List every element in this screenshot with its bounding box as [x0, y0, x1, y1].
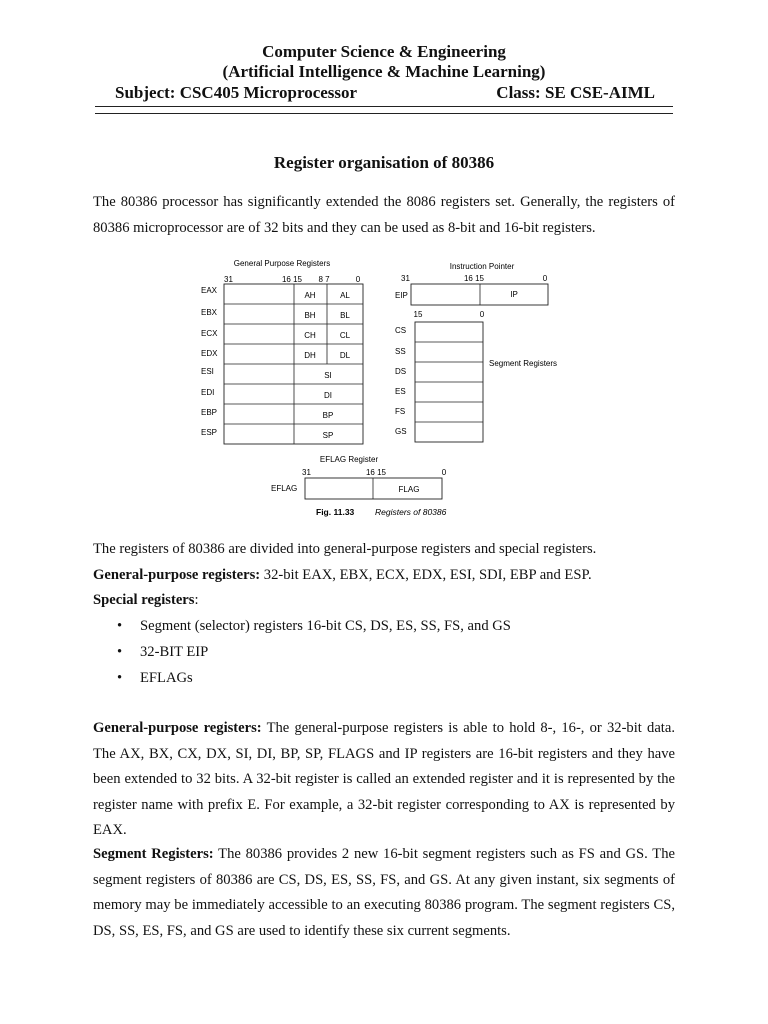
bullet-text-segments: Segment (selector) registers 16-bit CS, DS, ES, SS, FS, and GS: [140, 618, 511, 634]
reg-sp: SP: [322, 431, 334, 440]
bullet-text-eip: 32-BIT EIP: [140, 644, 209, 660]
gpr-name-edx: EDX: [201, 349, 218, 358]
special-registers-line: [93, 588, 675, 614]
eflag-name: EFLAG: [271, 484, 298, 493]
gpr-bit-8-7: 8 7: [318, 275, 330, 284]
gp-paragraph-text: The general-purpose registers is able to hold 8-, 16-, or 32-bit data. The AX, BX, CX, DX, SI, DI, BP, SP, FLAGS and IP registers are 16-bit registers and they have been extended to 32 bits. A 32-bit register is called an extended register and it is represented by the register name with prefix E. For example, a 32-bit register corresponding to AX is represented by EAX.: [93, 720, 675, 838]
eip-box: [411, 284, 548, 305]
seg-ss: SS: [395, 347, 406, 356]
eflag-box: [305, 478, 442, 499]
gpr-bit-0: 0: [355, 275, 361, 284]
special-registers-colon: :: [194, 592, 199, 608]
reg-dh: DH: [304, 351, 316, 360]
segment-registers-paragraph: [93, 842, 675, 944]
bullet-text-eflags: EFLAGs: [140, 670, 193, 686]
reg-bl: BL: [340, 311, 350, 320]
reg-ah: AH: [304, 291, 316, 300]
gpr-name-eax: EAX: [201, 286, 218, 295]
ip-bit-16-15: 16 15: [463, 274, 485, 283]
reg-bh: BH: [304, 311, 316, 320]
gpr-name-ecx: ECX: [201, 329, 218, 338]
reg-di: DI: [324, 391, 332, 400]
eflag-bit-0: 0: [441, 468, 447, 477]
ip-title: Instruction Pointer: [449, 262, 515, 271]
seg-paragraph-label: Segment Registers:: [93, 846, 214, 862]
seg-fs: FS: [395, 407, 406, 416]
seg-es: ES: [395, 387, 406, 396]
gpr-name-esi: ESI: [201, 367, 214, 376]
register-figure: [190, 252, 590, 522]
gpr-name-esp: ESP: [201, 428, 218, 437]
ip-bit-0: 0: [542, 274, 548, 283]
eflag-bit-31: 31: [302, 468, 311, 477]
gp-summary-line: [93, 563, 675, 589]
reg-al: AL: [340, 291, 350, 300]
seg-bit-15: 15: [413, 310, 423, 319]
general-purpose-paragraph: [93, 716, 675, 844]
gp-paragraph-label: General-purpose registers:: [93, 720, 262, 736]
header-subject-row: [115, 83, 655, 103]
gpr-bit-31: 31: [224, 275, 233, 284]
reg-dl: DL: [339, 351, 351, 360]
list-item: • 32-BIT EIP: [117, 644, 209, 660]
reg-cl: CL: [339, 331, 351, 340]
list-item: • EFLAGs: [117, 670, 193, 686]
figure-caption-number: Fig. 11.33: [316, 507, 355, 517]
page-title: Register organisation of 80386: [273, 153, 495, 172]
figure-caption-text: Registers of 80386: [375, 507, 447, 517]
eip-name: EIP: [395, 291, 408, 300]
intro-paragraph: The 80386 processor has significantly extended the 8086 registers set. Generally, the registers of 80386 microprocessor are of 32 bits and they can be used as 8-bit and 16-bit registers.: [93, 194, 675, 236]
seg-paragraph-text: The 80386 provides 2 new 16-bit segment registers such as FS and GS. The segment registers of 80386 are CS, DS, ES, SS, FS, and GS. At any given instant, six segments of memory may be immediately accessible to an executing 80386 program. The segment registers CS, DS, SS, ES, FS, and GS are used to identify these six current segments.: [93, 846, 675, 939]
gpr-title: General Purpose Registers: [233, 259, 331, 268]
reg-bp: BP: [322, 411, 334, 420]
gpr-bit-16-15: 16 15: [281, 275, 303, 284]
gpr-name-edi: EDI: [201, 388, 215, 397]
ip-bit-31: 31: [401, 274, 410, 283]
gpr-name-ebx: EBX: [201, 308, 218, 317]
eflag-bit-16-15: 16 15: [365, 468, 387, 477]
reg-si: SI: [324, 371, 332, 380]
reg-ch: CH: [304, 331, 316, 340]
flag-name: FLAG: [398, 485, 420, 494]
class-label: Class: SE CSE-AIML: [496, 83, 655, 102]
header-specialization: (Artificial Intelligence & Machine Learning): [222, 62, 546, 81]
header-department: Computer Science & Engineering: [262, 42, 506, 61]
special-registers-label: Special registers: [93, 592, 195, 608]
header-double-rule: [95, 106, 673, 114]
subject-label: Subject: CSC405 Microprocessor: [115, 83, 358, 102]
seg-cs: CS: [395, 326, 407, 335]
gpr-name-ebp: EBP: [201, 408, 218, 417]
seg-ds: DS: [395, 367, 407, 376]
ip-name: IP: [510, 290, 518, 299]
registers-divided-line: The registers of 80386 are divided into general-purpose registers and special registers.: [93, 541, 597, 557]
seg-gs: GS: [395, 427, 407, 436]
gp-summary-text: 32-bit EAX, EBX, ECX, EDX, ESI, SDI, EBP and ESP.: [260, 567, 592, 583]
eflag-title: EFLAG Register: [319, 455, 379, 464]
gp-summary-label: General-purpose registers:: [93, 567, 261, 583]
list-item: • Segment (selector) registers 16-bit CS, DS, ES, SS, FS, and GS: [117, 618, 511, 634]
segment-registers-label: Segment Registers: [489, 359, 558, 368]
seg-bit-0: 0: [479, 310, 485, 319]
